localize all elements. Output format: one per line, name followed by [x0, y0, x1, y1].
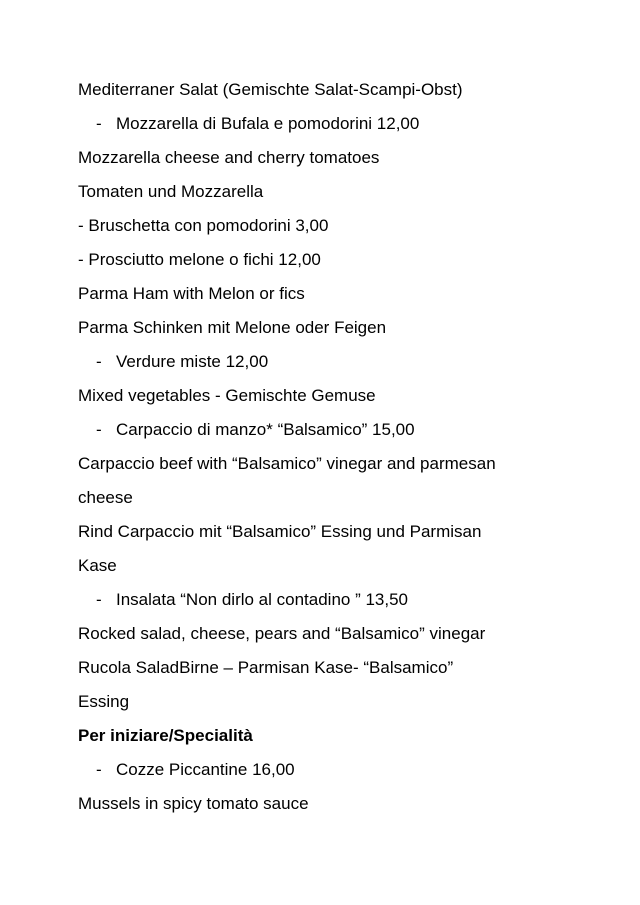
bullet-dash: -: [96, 760, 102, 779]
menu-page: [78, 78, 618, 826]
section-heading: Per iniziare/Specialità: [78, 726, 253, 745]
menu-line: cheese: [78, 488, 133, 507]
menu-line: Essing: [78, 692, 130, 711]
menu-line: Parma Ham with Melon or fics: [78, 284, 305, 303]
menu-line: Mixed vegetables - Gemischte Gemuse: [78, 386, 376, 405]
menu-item-name: Mozzarella di Bufala e pomodorini 12,00: [116, 114, 420, 133]
menu-item: [78, 588, 618, 622]
menu-line: Rocked salad, cheese, pears and “Balsamico” vinegar: [78, 624, 486, 643]
menu-line: Rind Carpaccio mit “Balsamico” Essing und Parmisan: [78, 522, 482, 541]
menu-item-name: Carpaccio di manzo* “Balsamico” 15,00: [116, 420, 415, 439]
menu-item-name: Insalata “Non dirlo al contadino ” 13,50: [116, 590, 409, 609]
menu-line: Mozzarella cheese and cherry tomatoes: [78, 148, 380, 167]
menu-line: Parma Schinken mit Melone oder Feigen: [78, 318, 387, 337]
menu-line: - Prosciutto melone o fichi 12,00: [78, 250, 321, 269]
menu-line: - Bruschetta con pomodorini 3,00: [78, 216, 329, 235]
menu-line: Mussels in spicy tomato sauce: [78, 794, 309, 813]
menu-item: [78, 350, 618, 384]
menu-item: [78, 758, 618, 792]
menu-item-name: Verdure miste 12,00: [116, 352, 269, 371]
bullet-dash: -: [96, 114, 102, 133]
menu-line: Rucola SaladBirne – Parmisan Kase- “Balsamico”: [78, 658, 454, 677]
menu-line: Mediterraner Salat (Gemischte Salat-Scampi-Obst): [78, 80, 463, 99]
bullet-dash: -: [96, 352, 102, 371]
menu-line: Carpaccio beef with “Balsamico” vinegar and parmesan: [78, 454, 496, 473]
menu-item: [78, 112, 618, 146]
menu-item: [78, 418, 618, 452]
menu-line: Tomaten und Mozzarella: [78, 182, 264, 201]
menu-line: Kase: [78, 556, 117, 575]
bullet-dash: -: [96, 590, 102, 609]
bullet-dash: -: [96, 420, 102, 439]
menu-item-name: Cozze Piccantine 16,00: [116, 760, 295, 779]
